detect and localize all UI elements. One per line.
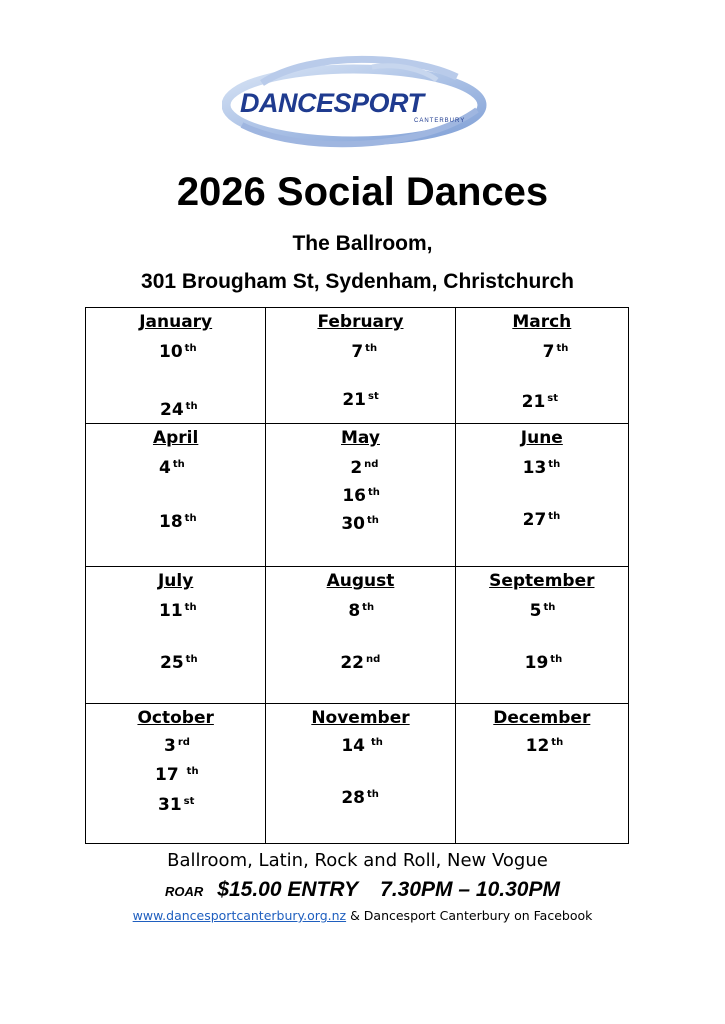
- calendar-cell: [455, 424, 628, 567]
- date-item: 19 $^{th}$: [524, 653, 563, 673]
- calendar-cell: [86, 567, 266, 704]
- date-item: 21 $^{st}$: [342, 390, 379, 410]
- month-label: August: [326, 571, 395, 591]
- calendar-cell: [266, 308, 455, 424]
- date-item: 8 $^{th}$: [348, 601, 375, 621]
- date-item: 5 $^{th}$: [529, 601, 556, 621]
- website-link[interactable]: www.dancesportcanterbury.org.nz: [132, 908, 347, 923]
- date-item: 21 $^{st}$: [521, 392, 559, 412]
- month-label: January: [139, 312, 213, 332]
- month-label: March: [512, 312, 572, 332]
- calendar-cell: [266, 424, 455, 567]
- date-item: 7 $^{th}$: [351, 342, 378, 362]
- date-item: 14 $^{th}$: [341, 736, 383, 756]
- date-item: 24 $^{th}$: [160, 400, 198, 420]
- entry-info: [0, 878, 725, 902]
- footer-links: [0, 908, 725, 923]
- calendar-cell: [86, 424, 266, 567]
- month-label: July: [157, 571, 194, 591]
- month-label: September: [489, 571, 595, 591]
- logo-subtitle: CANTERBURY: [414, 118, 466, 124]
- dance-styles: Ballroom, Latin, Rock and Roll, New Vogue: [167, 850, 548, 871]
- calendar-cell: [266, 704, 455, 844]
- calendar-cell: [455, 704, 628, 844]
- date-item: 16 $^{th}$: [342, 486, 380, 506]
- date-item: 12 $^{th}$: [525, 736, 564, 756]
- date-item: 22 $^{nd}$: [340, 653, 381, 673]
- date-item: 3 $^{rd}$: [164, 736, 190, 756]
- calendar-cell: [455, 567, 628, 704]
- month-label: October: [137, 708, 214, 728]
- month-label: November: [311, 708, 410, 728]
- calendar-row: [86, 567, 629, 704]
- month-label: April: [152, 428, 199, 448]
- dance-calendar-table: [85, 307, 629, 844]
- logo-wordmark: DANCESPORT: [240, 88, 424, 118]
- calendar-row: [86, 424, 629, 567]
- date-item: 10 $^{th}$: [159, 342, 197, 362]
- page-title: 2026 Social Dances: [176, 170, 549, 214]
- date-item: 7 $^{th}$: [542, 342, 569, 362]
- date-item: 18 $^{th}$: [159, 512, 197, 532]
- calendar-cell: [266, 567, 455, 704]
- calendar-row: [86, 704, 629, 844]
- month-label: December: [493, 708, 591, 728]
- date-item: 13 $^{th}$: [522, 458, 561, 478]
- date-item: 25 $^{th}$: [160, 653, 198, 673]
- month-label: May: [341, 428, 380, 448]
- calendar-row: [86, 308, 629, 424]
- date-item: 17 $^{th}$: [155, 765, 199, 785]
- date-item: 11 $^{th}$: [159, 601, 197, 621]
- venue-address: 301 Brougham St, Sydenham, Christchurch: [141, 270, 574, 293]
- calendar-cell: [86, 704, 266, 844]
- month-label: June: [520, 428, 563, 448]
- month-label: February: [317, 312, 404, 332]
- event-time: 7.30PM – 10.30PM: [380, 878, 560, 901]
- calendar-cell: [86, 308, 266, 424]
- dancesport-logo: [222, 55, 487, 153]
- roar-label: ROAR: [165, 884, 204, 899]
- venue-name: The Ballroom,: [292, 232, 433, 255]
- date-item: 30 $^{th}$: [341, 514, 379, 534]
- date-item: 28 $^{th}$: [341, 788, 379, 808]
- calendar-cell: [455, 308, 628, 424]
- date-item: 27 $^{th}$: [522, 510, 561, 530]
- date-item: 31 $^{st}$: [158, 795, 195, 815]
- facebook-text: & Dancesport Canterbury on Facebook: [346, 908, 593, 923]
- date-item: 4 $^{th}$: [159, 458, 185, 478]
- date-item: 2 $^{nd}$: [350, 458, 379, 478]
- entry-price: $15.00 ENTRY: [217, 878, 359, 901]
